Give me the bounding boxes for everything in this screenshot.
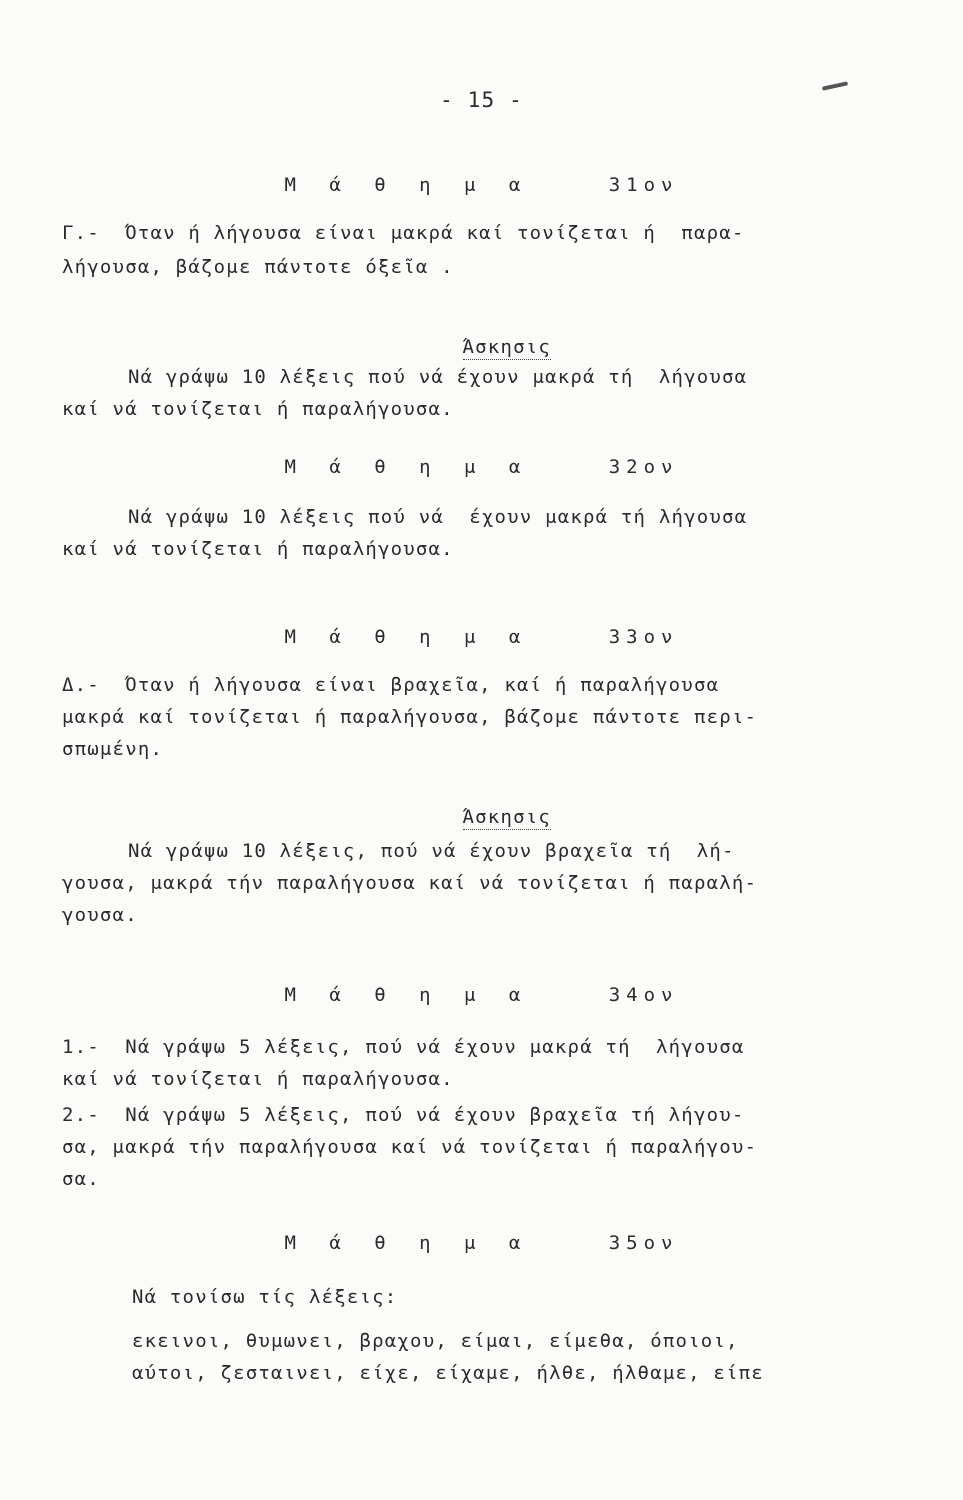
lesson-31-exercise-line-2: καί νά τονίζεται ή παραλήγουσα. [62,398,454,420]
lesson-35-words-line-2: αύτοι, ζεσταινει, είχε, είχαμε, ήλθε, ήλθαμε, είπε [132,1362,764,1384]
page-number: - 15 - [439,88,524,112]
lesson-31-rule-line-1: Γ.- Όταν ή λήγουσα είναι μακρά καί τονίζεται ή παρα- [62,222,745,244]
lesson-33-exercise-line-2: γουσα, μακρά τήν παραλήγουσα καί νά τονίζεται ή παραλή- [62,872,758,894]
lesson-33-exercise-line-3: γουσα. [62,904,138,926]
lesson-33-rule-line-3: σπωμένη. [62,738,164,760]
lesson-34-item-1-line-1: 1.- Νά γράψω 5 λέξεις, πού νά έχουν μακρά τή λήγουσα [62,1036,745,1058]
lesson-34-item-2-line-1: 2.- Νά γράψω 5 λέξεις, πού νά έχουν βραχεῖα τή λήγου- [62,1104,745,1126]
lesson-32-line-1: Νά γράψω 10 λέξεις πού νά έχουν μακρά τή λήγουσα [128,506,748,528]
lesson-31-heading: Μ ά θ η μ α 31ον [284,174,679,196]
lesson-33-exercise-title-text: Άσκησις [462,806,552,828]
lesson-33-rule-line-2: μακρά καί τονίζεται ή παραλήγουσα, βάζομε πάντοτε περι- [62,706,758,728]
lesson-34-item-1-line-2: καί νά τονίζεται ή παραλήγουσα. [62,1068,454,1090]
lesson-32-heading: Μ ά θ η μ α 32ον [284,456,679,478]
lesson-34-item-2-line-3: σα. [62,1168,100,1190]
lesson-33-exercise-line-1: Νά γράψω 10 λέξεις, πού νά έχουν βραχεῖα τή λή- [128,840,735,862]
lesson-34-heading: Μ ά θ η μ α 34ον [284,984,679,1006]
lesson-31-exercise-title-text: Άσκησις [462,336,552,358]
lesson-31-exercise-line-1: Νά γράψω 10 λέξεις πού νά έχουν μακρά τή λήγουσα [128,366,748,388]
lesson-33-heading: Μ ά θ η μ α 33ον [284,626,679,648]
lesson-35-instruction: Νά τονίσω τίς λέξεις: [132,1286,398,1308]
lesson-35-heading: Μ ά θ η μ α 35ον [284,1232,679,1254]
lesson-33-rule-line-1: Δ.- Όταν ή λήγουσα είναι βραχεῖα, καί ή παραλήγουσα [62,674,720,696]
lesson-32-line-2: καί νά τονίζεται ή παραλήγουσα. [62,538,454,560]
lesson-34-item-2-line-2: σα, μακρά τήν παραλήγουσα καί νά τονίζεται ή παραλήγου- [62,1136,758,1158]
lesson-31-rule-line-2: λήγουσα, βάζομε πάντοτε όξεῖα . [62,256,454,278]
lesson-35-words-line-1: εκεινοι, θυμωνει, βραχου, είμαι, είμεθα, όποιοι, [132,1330,739,1352]
